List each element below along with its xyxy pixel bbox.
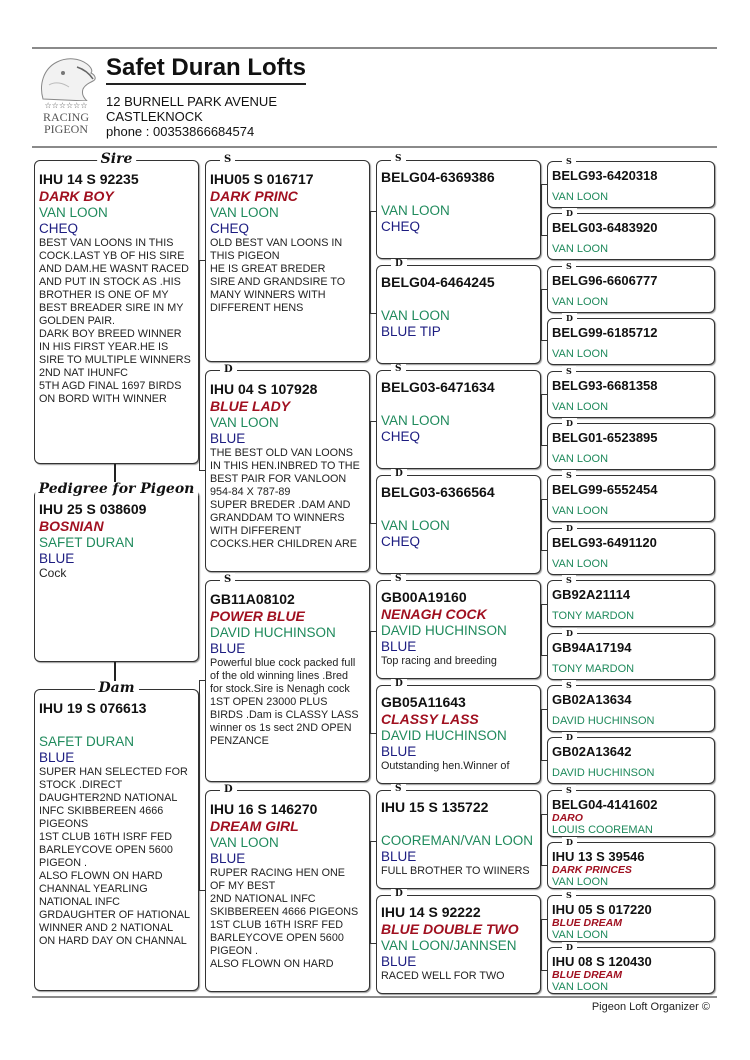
note-line: THE BEST OLD VAN LOONS (210, 447, 353, 459)
subject-box[interactable] (34, 481, 199, 662)
sire-label: S (391, 784, 406, 795)
pigeon-name: BOSNIAN (39, 518, 104, 534)
box-content (552, 535, 711, 572)
box-content (552, 744, 711, 781)
breeder: TONY MARDON (552, 610, 635, 623)
box-content (210, 801, 366, 989)
connector-line (541, 604, 542, 656)
note-line: AND PUT IN STOCK AS .HIS (39, 276, 181, 288)
pigeon-name: DARK PRINCES (552, 864, 632, 877)
breeder: SAFET DURAN (39, 734, 135, 749)
note-line: ON BORD WITH WINNER (39, 393, 167, 405)
box-content (552, 797, 711, 834)
phone-number: phone : 0035386668457​4 (106, 124, 255, 139)
logo-text-racing: RACING (42, 110, 89, 124)
breeder: VAN LOON (552, 505, 609, 518)
racing-pigeon-logo (33, 55, 98, 135)
sire-label: S (391, 154, 406, 165)
ring-number: IHU 05 S 017220 (552, 901, 652, 917)
note-line: ON HARD DAY ON CHANNAL (39, 935, 187, 947)
colour: BLUE TIP (381, 324, 441, 339)
ring-number: BELG96-6606777 (552, 272, 658, 288)
dam-gg-grandparent-box[interactable] (547, 942, 715, 994)
box-content (552, 378, 711, 415)
sire-great-grandparent-box[interactable] (376, 574, 541, 679)
pigeon-name: DARK BOY (39, 188, 114, 204)
dam-great-grandparent-box[interactable] (376, 889, 541, 994)
breeder: VAN LOON (552, 191, 609, 203)
dam-label: D (562, 418, 577, 429)
box-content (381, 169, 537, 256)
dam-gg-grandparent-box[interactable] (547, 208, 715, 260)
box-content (552, 902, 711, 939)
connector-line (370, 421, 371, 523)
note-line: BEST VAN LOONS IN THIS (39, 237, 174, 249)
breeder: SAFET DURAN (39, 535, 135, 550)
dam-label: D (562, 837, 577, 848)
sire-great-grandparent-box[interactable] (376, 784, 541, 889)
note-line: 1ST OPEN 23000 PLUS (210, 696, 328, 708)
sire-gg-grandparent-box[interactable] (547, 156, 715, 208)
dam-gg-grandparent-box[interactable] (547, 418, 715, 470)
ring-number: BELG01-6523895 (552, 430, 658, 445)
notes (39, 237, 195, 406)
breeder: COOREMAN/VAN LOON (381, 833, 534, 848)
note-line: HE IS GREAT BREDER (210, 263, 326, 275)
sire-gg-grandparent-box[interactable] (547, 470, 715, 522)
breeder: DAVID HUCHINSON (552, 767, 655, 780)
colour: CHEQ (210, 221, 250, 236)
box-content (552, 954, 711, 991)
box-content (381, 694, 537, 781)
box-content (381, 589, 537, 676)
ring-number: GB94A17194 (552, 639, 632, 655)
breeder: VAN LOON (381, 413, 450, 428)
dam-label: D (220, 363, 237, 377)
note-line: AND DAM.HE WASNT RACED (39, 263, 189, 275)
dam-label: D (562, 628, 577, 639)
colour: BLUE (39, 551, 75, 566)
notes (210, 237, 366, 315)
sire-label: S (562, 575, 576, 586)
connector-line (541, 814, 542, 866)
breeder: VAN LOON (552, 453, 609, 465)
ring-number: IHU 04 S 107928 (210, 381, 318, 397)
box-content (381, 274, 537, 361)
ring-number: BELG03-6483920 (552, 220, 658, 236)
sire-label: S (562, 680, 576, 691)
sire-gg-grandparent-box[interactable] (547, 784, 715, 837)
ring-number: IHU 19 S 076613 (39, 700, 147, 716)
connector-line (199, 680, 200, 890)
pigeon-name (381, 501, 537, 518)
connector-line (541, 709, 542, 761)
box-content (552, 692, 711, 729)
note-line: NATIONAL INFC (39, 896, 120, 908)
address-line-1: 12 BURNELL PARK AVENUE (106, 94, 277, 109)
note-line: PIGEON . (39, 857, 87, 869)
pigeon-name: BLUE DREAM (552, 916, 622, 929)
ring-number: BELG93-6681358 (552, 377, 658, 393)
notes (210, 657, 366, 748)
breeder: DAVID HUCHINSON (210, 625, 336, 640)
footer-credit: Pigeon Loft Organizer © (591, 1001, 710, 1013)
note-line: PIGEONS (39, 818, 89, 830)
connector-line (199, 260, 200, 470)
connector-line (541, 499, 542, 551)
loft-address (106, 94, 277, 139)
breeder: VAN LOON (552, 295, 609, 308)
notes (210, 447, 366, 551)
colour: CHEQ (381, 219, 421, 234)
sire-great-grandparent-box[interactable] (376, 154, 541, 259)
ring-number: GB02A13634 (552, 692, 632, 707)
colour: BLUE (210, 431, 246, 446)
sire-grandparent-box[interactable] (205, 154, 370, 362)
dam-gg-grandparent-box[interactable] (547, 627, 715, 680)
sire-label: S (391, 364, 406, 375)
dam-box[interactable] (34, 680, 199, 991)
dam-gg-grandparent-box[interactable] (547, 313, 715, 365)
connector-line (370, 631, 371, 733)
dam-label: D (562, 208, 577, 219)
pigeon-name: BLUE DREAM (552, 969, 622, 981)
connector-line (370, 841, 371, 943)
pigeon-name: DARO (552, 811, 583, 824)
note-line: 2ND NAT IHUNFC (39, 367, 128, 379)
box-content (210, 591, 366, 779)
ring-number: IHU 25 S 038609 (39, 501, 147, 517)
box-content (552, 640, 711, 677)
box-content (552, 325, 711, 362)
dam-gg-grandparent-box[interactable] (547, 522, 715, 575)
ring-number: GB00A19160 (381, 589, 467, 605)
colour: BLUE (381, 954, 417, 969)
note-line: CHANNAL YEARLING (39, 883, 148, 895)
sire-label: S (562, 470, 576, 481)
note-line: SUPER BREDER .DAM AND (210, 499, 351, 511)
note-line: GOLDEN PAIR. (39, 315, 115, 327)
ring-number: IHU 08 S 120430 (552, 954, 652, 969)
sire-gg-grandparent-box[interactable] (547, 365, 715, 418)
sire-label: S (562, 156, 576, 167)
note-line: OF MY BEST (210, 880, 276, 892)
colour: BLUE (381, 849, 417, 864)
sire-grandparent-box[interactable] (205, 574, 370, 782)
dam-label: D (391, 469, 407, 480)
box-content (552, 482, 711, 519)
breeder: TONY MARDON (552, 662, 635, 675)
note-line: MANY WINNERS WITH (210, 289, 326, 301)
pigeon-name: CLASSY LASS (381, 711, 479, 727)
note-line: BARLEYCOVE OPEN 5600 (210, 932, 344, 944)
note-line: Powerful blue cock packed full (210, 657, 356, 669)
breeder: LOUIS COOREMAN (552, 823, 653, 834)
notes: Top racing and breeding (381, 655, 497, 667)
connector-line (370, 211, 371, 313)
dam-great-grandparent-box[interactable] (376, 679, 541, 784)
note-line: DIFFERENT HENS (210, 302, 304, 314)
colour: BLUE (381, 744, 417, 759)
note-line: winner os 1s sect 2ND OPEN (210, 722, 352, 734)
box-content (381, 799, 537, 886)
pigeon-name (381, 186, 537, 203)
note-line: SIRE AND GRANDSIRE TO (210, 276, 346, 288)
ring-number: IHU 15 S 135722 (381, 799, 489, 815)
subject-label: Pedigree for Pigeon (35, 482, 199, 496)
ring-number: GB02A13642 (552, 744, 632, 760)
note-line: DAUGHTER2ND NATIONAL (39, 792, 178, 804)
dam-label: D (391, 679, 407, 690)
note-line: STOCK .DIRECT (39, 779, 123, 791)
dam-label: D (220, 783, 237, 797)
logo-text-pigeon: PIGEON (44, 122, 88, 136)
dam-label: D (391, 889, 407, 900)
breeder: VAN LOON (381, 518, 450, 533)
ring-number: IHU05 S 016717 (210, 171, 314, 187)
note-line: BEST BREADER SIRE IN MY (39, 302, 184, 314)
notes: Outstanding hen.Winner of (381, 760, 510, 772)
note-line: IN HIS FIRST YEAR.HE IS (39, 341, 169, 353)
connector-line (541, 394, 542, 446)
sire-label: S (391, 574, 406, 585)
note-line: COCK.LAST YB OF HIS SIRE (39, 250, 185, 262)
ring-number: IHU 13 S 39546 (552, 849, 645, 865)
dam-label: D (562, 523, 577, 534)
dam-label: Dam (94, 681, 138, 695)
note-line: IN THIS HEN.INBRED TO THE (210, 460, 360, 472)
note-line: GRDAUGHTER OF HATIONAL (39, 909, 190, 921)
address-line-2: CASTLEKNOCK (106, 109, 203, 124)
sire-label: S (562, 366, 576, 377)
pigeon-name (381, 291, 537, 308)
pigeon-name: NENAGH COCK (381, 606, 487, 622)
dam-gg-grandparent-box[interactable] (547, 732, 715, 784)
sire-gg-grandparent-box[interactable] (547, 889, 715, 942)
note-line: INFC SKIBBEREEN 4666 (39, 805, 164, 817)
note-line: BIRDS .Dam is CLASSY LASS (210, 709, 359, 721)
colour: BLUE (210, 641, 246, 656)
dam-great-grandparent-box[interactable] (376, 259, 541, 364)
note-line: RUPER RACING HEN ONE (210, 867, 345, 879)
header-rule (32, 146, 717, 148)
notes (39, 766, 195, 948)
box-content (552, 849, 711, 886)
dam-label: D (562, 313, 577, 324)
ring-number: BELG03-6471634 (381, 379, 495, 395)
note-line: SKIBBEREEN 4666 PIGEONS (210, 906, 359, 918)
note-line: BEST PAIR FOR VANLOON (210, 473, 347, 485)
box-content (552, 168, 711, 205)
colour: CHEQ (381, 534, 421, 549)
breeder: VAN LOON (552, 348, 609, 361)
notes: RACED WELL FOR TWO (381, 970, 505, 982)
ring-number: IHU 14 S 92235 (39, 171, 139, 187)
note-line: PIGEON . (210, 945, 258, 957)
breeder: DAVID HUCHINSON (381, 728, 507, 743)
sire-label: Sire (97, 152, 137, 166)
breeder: VAN LOON (552, 981, 609, 991)
dam-label: D (391, 259, 407, 270)
breeder: VAN LOON (381, 308, 450, 323)
sire-label: S (562, 785, 576, 796)
note-line: ALSO FLOWN ON HARD (210, 958, 334, 970)
breeder: VAN LOON (210, 205, 279, 220)
ring-number: GB92A21114 (552, 587, 631, 603)
ring-number: BELG04-6464245 (381, 274, 495, 290)
sire-gg-grandparent-box[interactable] (547, 680, 715, 732)
note-line: SUPER HAN SELECTED FOR (39, 766, 188, 778)
pigeon-name (381, 816, 537, 833)
breeder: VAN LOON (552, 557, 609, 570)
ring-number: BELG99-6185712 (552, 325, 658, 341)
note-line: DARK BOY BREED WINNER (39, 328, 182, 340)
dam-great-grandparent-box[interactable] (376, 469, 541, 574)
note-line: OLD BEST VAN LOONS IN (210, 237, 343, 249)
note-line: ALSO FLOWN ON HARD (39, 870, 163, 882)
sex: Cock (39, 566, 67, 580)
note-line: WINNER AND 2 NATIONAL (39, 922, 174, 934)
note-line: 5TH AGD FINAL 1697 BIRDS (39, 380, 182, 392)
ring-number: BELG03-6366564 (381, 484, 495, 500)
breeder: VAN LOON (552, 400, 609, 413)
breeder: VAN LOON (381, 203, 450, 218)
breeder: VAN LOON (39, 205, 108, 220)
box-content (381, 379, 537, 466)
breeder: DAVID HUCHINSON (552, 715, 655, 727)
box-content (552, 587, 711, 624)
ring-number: BELG04-4141602 (552, 796, 658, 812)
pigeon-name: BLUE LADY (210, 398, 291, 414)
connector-line (541, 919, 542, 971)
note-line: for stock.Sire is Nenagh cock (210, 683, 350, 695)
breeder: VAN LOON/JANNSEN (381, 938, 517, 953)
box-content (210, 171, 366, 359)
sire-box[interactable] (34, 151, 199, 464)
colour: CHEQ (39, 221, 79, 236)
sire-gg-grandparent-box[interactable] (547, 575, 715, 627)
note-line: PENZANCE (210, 735, 269, 747)
dam-label: D (562, 942, 577, 953)
breeder: VAN LOON (552, 928, 609, 939)
pigeon-name: POWER BLUE (210, 608, 305, 624)
sire-label: S (220, 153, 235, 167)
pigeon-name: DREAM GIRL (210, 818, 299, 834)
breeder: VAN LOON (552, 243, 609, 256)
note-line: THIS PIGEON (210, 250, 280, 262)
box-content (210, 381, 366, 569)
note-line: 954-84 X 787-89 (210, 486, 291, 498)
box-content (381, 484, 537, 571)
colour: CHEQ (381, 429, 421, 444)
ring-number: IHU 14 S 92222 (381, 904, 481, 920)
pigeon-name: BLUE DOUBLE TWO (381, 921, 519, 937)
note-line: WITH DIFFERENT (210, 525, 302, 537)
ring-number: BELG04-6369386 (381, 169, 495, 185)
note-line: of the old winning lines .Bred (210, 670, 349, 682)
breeder: VAN LOON (552, 876, 609, 887)
ring-number: GB11A08102 (210, 591, 295, 607)
pigeon-head-icon (33, 55, 99, 101)
note-line: BARLEYCOVE OPEN 5600 (39, 844, 173, 856)
sire-label: S (562, 890, 576, 901)
sire-label: S (562, 261, 576, 272)
colour: BLUE (381, 639, 417, 654)
colour: BLUE (39, 750, 75, 765)
sire-gg-grandparent-box[interactable] (547, 260, 715, 313)
note-line: GRANDDAM TO WINNERS (210, 512, 345, 524)
notes: FULL BROTHER TO WIINERS (381, 865, 530, 877)
notes (210, 867, 366, 971)
ring-number: BELG93-6420318 (552, 168, 658, 183)
dam-label: D (562, 732, 577, 743)
connector-line (541, 184, 542, 236)
breeder: VAN LOON (210, 415, 279, 430)
ring-number: BELG93-6491120 (552, 534, 657, 550)
box-content (552, 430, 711, 467)
sire-great-grandparent-box[interactable] (376, 364, 541, 469)
note-line: COCKS.HER CHILDREN ARE (210, 538, 357, 550)
breeder: VAN LOON (210, 835, 279, 850)
note-line: 1ST CLUB 16TH ISRF FED (39, 831, 172, 843)
pigeon-name (39, 717, 195, 734)
loft-name: Safet Duran Lofts (106, 54, 306, 85)
ring-number: GB05A11643 (381, 694, 466, 710)
dam-grandparent-box[interactable] (205, 784, 370, 992)
pigeon-name (381, 396, 537, 413)
sire-label: S (220, 573, 235, 587)
box-content (552, 273, 711, 310)
ring-number: IHU 16 S 146270 (210, 801, 318, 817)
top-rule (32, 47, 717, 49)
colour: BLUE (210, 851, 246, 866)
note-line: SIRE TO MULTIPLE WINNERS (39, 354, 191, 366)
box-content (552, 220, 711, 257)
breeder: DAVID HUCHINSON (381, 623, 507, 638)
bottom-rule (32, 996, 717, 998)
note-line: 1ST CLUB 16TH ISRF FED (210, 919, 343, 931)
note-line: BROTHER IS ONE OF MY (39, 289, 169, 301)
connector-line (541, 289, 542, 341)
box-content (381, 904, 537, 991)
dam-gg-grandparent-box[interactable] (547, 837, 715, 889)
pigeon-name: DARK PRINC (210, 188, 298, 204)
ring-number: BELG99-6552454 (552, 482, 658, 498)
logo-stars: ☆☆☆☆☆☆ (44, 101, 88, 110)
note-line: 2ND NATIONAL INFC (210, 893, 316, 905)
dam-grandparent-box[interactable] (205, 364, 370, 572)
